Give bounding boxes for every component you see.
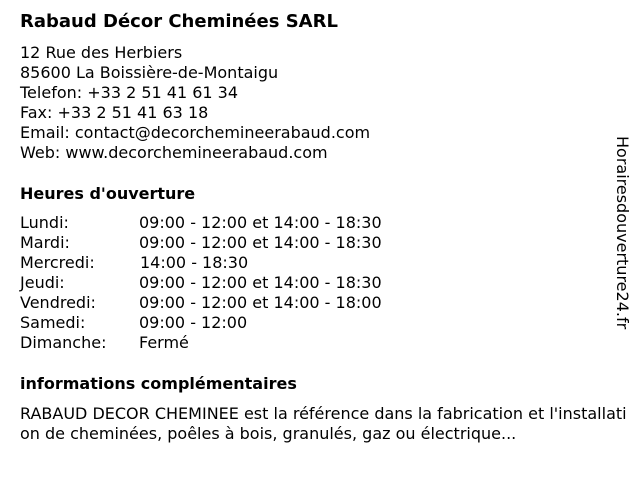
business-name: Rabaud Décor Cheminées SARL <box>20 11 338 32</box>
phone-number: Telefon: +33 2 51 41 61 34 <box>20 83 239 102</box>
additional-info-heading: informations complémentaires <box>20 374 297 393</box>
opening-hours-heading: Heures d'ouverture <box>20 184 196 203</box>
day-hours: 09:00 - 12:00 et 14:00 - 18:30 <box>139 233 382 252</box>
day-hours: 09:00 - 12:00 et 14:00 - 18:00 <box>139 293 382 312</box>
email-address: Email: contact@decorchemineerabaud.com <box>20 123 371 142</box>
address-street: 12 Rue des Herbiers <box>20 43 183 62</box>
day-hours: 09:00 - 12:00 et 14:00 - 18:30 <box>139 213 382 232</box>
day-label: Vendredi: <box>20 293 96 312</box>
website-address: Web: www.decorchemineerabaud.com <box>20 143 328 162</box>
day-hours: Fermé <box>139 333 189 352</box>
day-label: Mardi: <box>20 233 70 252</box>
day-label: Lundi: <box>20 213 69 232</box>
site-watermark-text: Horairesdouverture24.fr <box>613 136 632 330</box>
day-hours: 09:00 - 12:00 <box>139 313 248 332</box>
fax-number: Fax: +33 2 51 41 63 18 <box>20 103 209 122</box>
day-hours: 09:00 - 12:00 et 14:00 - 18:30 <box>139 273 382 292</box>
day-label: Jeudi: <box>20 273 65 292</box>
day-label: Samedi: <box>20 313 86 332</box>
day-label: Dimanche: <box>20 333 107 352</box>
address-city: 85600 La Boissière-de-Montaigu <box>20 63 279 82</box>
site-watermark <box>610 136 634 371</box>
day-label: Mercredi: <box>20 253 95 272</box>
business-description: RABAUD DECOR CHEMINEE est la référence dans la fabrication et l'installation de cheminées, poêles à bois, granulés, gaz ou électrique... <box>20 404 627 443</box>
day-hours: 14:00 - 18:30 <box>140 253 249 272</box>
contact-block <box>20 43 370 163</box>
